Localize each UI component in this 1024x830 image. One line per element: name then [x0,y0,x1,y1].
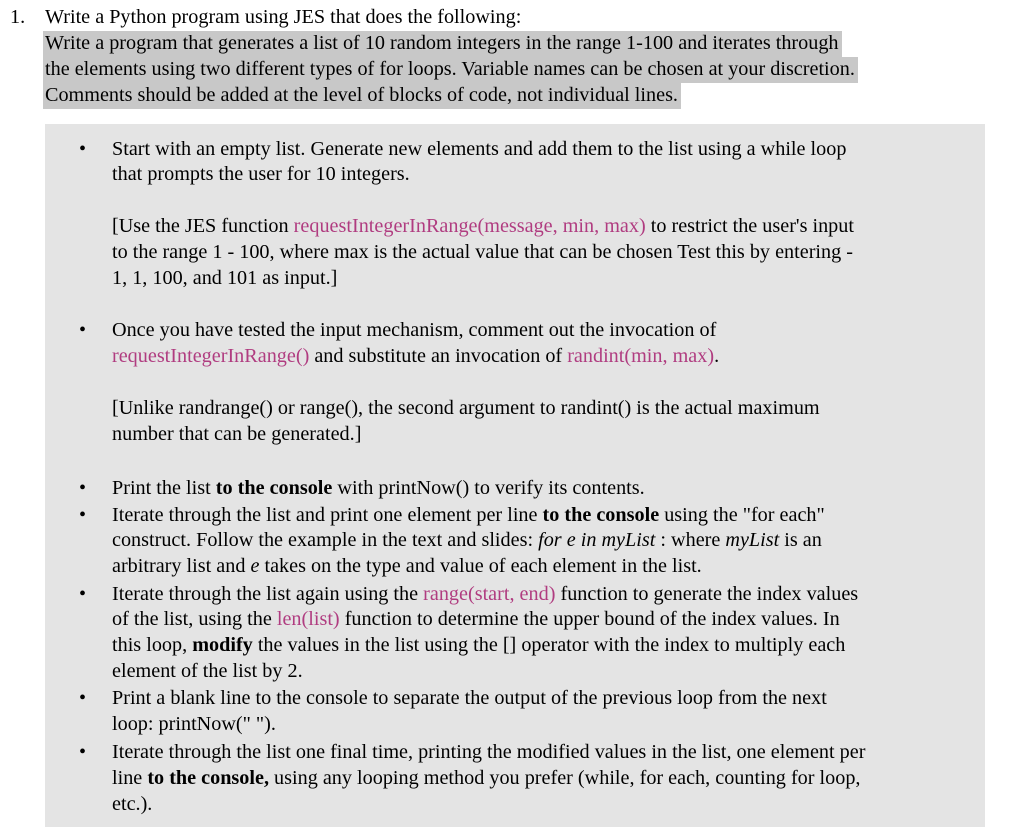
bullet-2-note-line-2: number that can be generated.] [112,423,362,445]
bullet-7-line-1: Iterate through the list one final time, printing the modified values in the list, one element per [112,741,866,763]
intro-line: Comments should be added at the level of blocks of code, not individual lines. [43,83,681,109]
bullet-icon: • [79,687,87,709]
bullet-4-line-3: arbitrary list and e takes on the type and value of each element in the list. [112,555,702,577]
bullet-2-line-2: requestIntegerInRange() and substitute an invocation of randint(min, max). [112,345,720,367]
question-title: Write a Python program using JES that does the following: [45,6,522,28]
question-number: 1. [10,6,26,28]
bullet-6-line-1: Print a blank line to the console to separate the output of the previous loop from the next [112,687,827,709]
bullet-1-line-1: Start with an empty list. Generate new elements and add them to the list using a while loop [112,138,847,160]
bullet-1-line-2: that prompts the user for 10 integers. [112,163,410,185]
function-reference: randint(min, max) [567,345,715,367]
function-reference: requestIntegerInRange(message, min, max) [293,215,646,237]
bullet-6-line-2: loop: printNow(" "). [112,713,276,735]
bullet-icon: • [79,319,87,341]
bullet-1-note-line-3: 1, 1, 100, and 101 as input.] [112,267,338,289]
bullet-5-line-3: this loop, modify the values in the list using the [] operator with the index to multiply each [112,634,846,656]
bullet-5-line-4: element of the list by 2. [112,660,303,682]
intro-line: Write a program that generates a list of 10 random integers in the range 1-100 and iterates through [43,31,842,57]
function-reference: len(list) [276,608,340,630]
bullet-icon: • [79,741,87,763]
bullet-icon: • [79,477,87,499]
function-reference: requestIntegerInRange() [112,345,310,367]
bullet-7-line-3: etc.). [112,793,153,815]
bullet-2-line-1: Once you have tested the input mechanism, comment out the invocation of [112,319,717,341]
bullet-icon: • [79,583,87,605]
bullet-1-note-line-1: [Use the JES function requestIntegerInRange(message, min, max) to restrict the user's input [112,215,854,237]
bullet-4-line-2: construct. Follow the example in the text and slides: for e in myList : where myList is an [112,529,822,551]
bullet-icon: • [79,504,87,526]
bullet-icon: • [79,138,87,160]
bullet-2-note-line-1: [Unlike randrange() or range(), the second argument to randint() is the actual maximum [112,397,820,419]
bullet-5-line-1: Iterate through the list again using the range(start, end) function to generate the index values [112,583,859,605]
function-reference: range(start, end) [423,583,556,605]
bullet-3-line-1: Print the list to the console with printNow() to verify its contents. [112,477,645,499]
bullet-5-line-2: of the list, using the len(list) function to determine the upper bound of the index values. In [112,608,840,630]
intro-line: the elements using two different types of for loops. Variable names can be chosen at your discretion. [43,57,858,83]
bullet-7-line-2: line to the console, using any looping method you prefer (while, for each, counting for loop, [112,767,861,789]
bullet-4-line-1: Iterate through the list and print one element per line to the console using the "for each" [112,504,825,526]
bullet-1-note-line-2: to the range 1 - 100, where max is the actual value that can be chosen Test this by entering - [112,241,853,263]
